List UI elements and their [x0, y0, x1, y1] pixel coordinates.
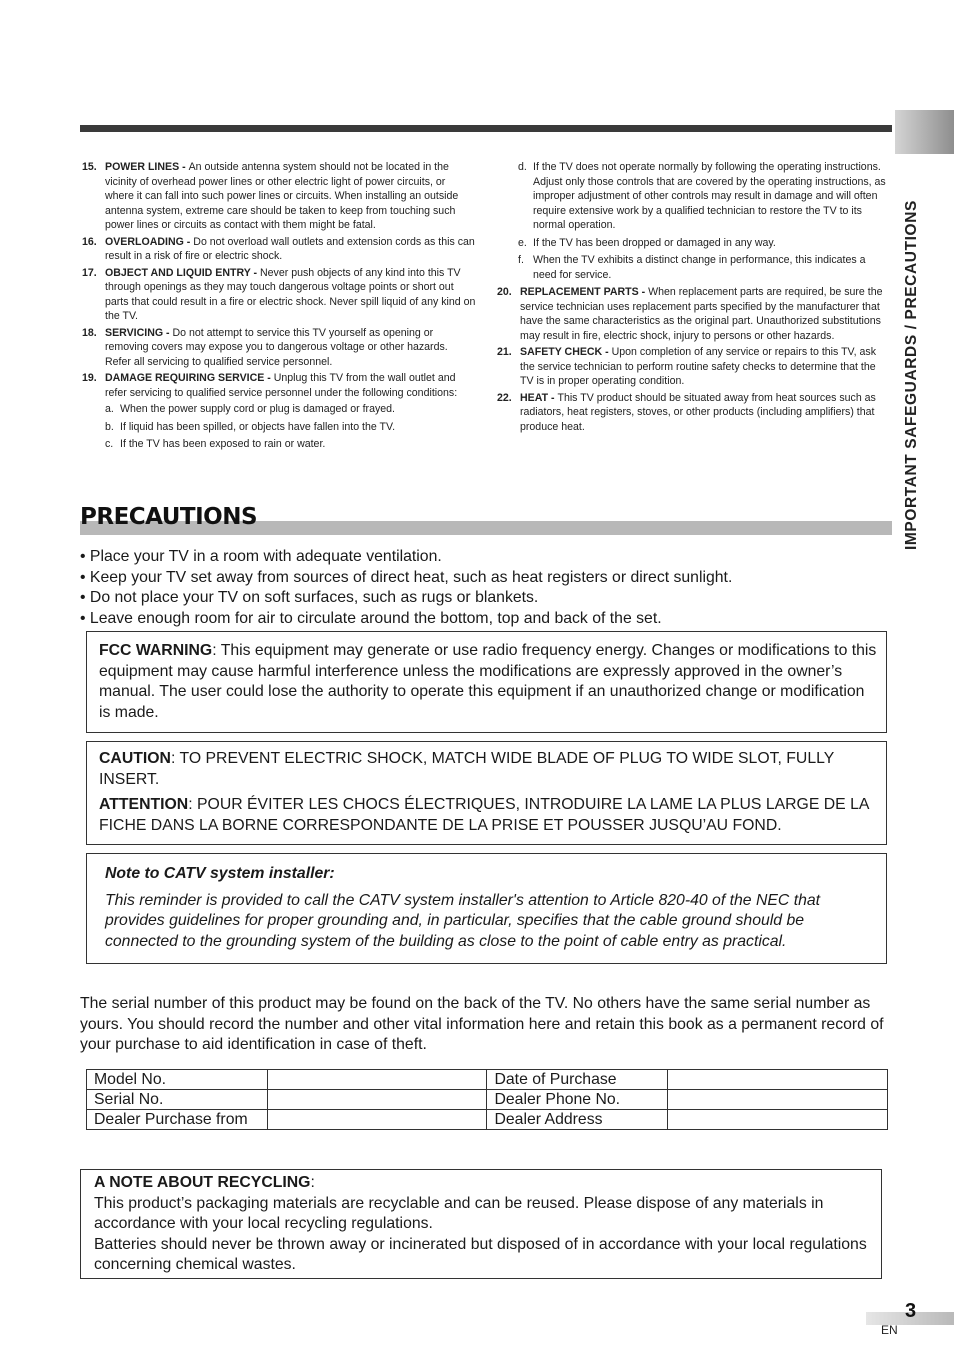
safeguard-item: [82, 160, 476, 233]
table-blank: [668, 1070, 888, 1090]
table-row: [87, 1090, 888, 1110]
list-item: • Keep your TV set away from sources of direct heat, such as heat registers or direct sunlight.: [80, 568, 733, 586]
sub-text: If liquid has been spilled, or objects have fallen into the TV.: [120, 420, 396, 433]
sub-item: [105, 420, 476, 435]
sub-item: [518, 253, 891, 282]
item-number: 20.: [497, 286, 512, 298]
item-number: 16.: [82, 235, 97, 248]
item-heading: HEAT -: [520, 391, 558, 404]
sub-letter: e.: [518, 236, 527, 249]
safeguard-item: [82, 235, 476, 264]
recycling-paragraph: This product’s packaging materials are recyclable and can be reused. Please dispose of any materials in accordance with your local recycling regulations.: [94, 1194, 824, 1232]
catv-note-text: This reminder is provided to call the CATV system installer's attention to Article 820-40 of the NEC that provides guidelines for proper grounding and, in particular, specifies that the cable ground should be connected to the grounding system of the building as close to the point of cable entry as practical.: [105, 891, 821, 950]
caution-label: CAUTION: [99, 750, 171, 767]
table-blank: [267, 1070, 487, 1090]
catv-note-title: Note to CATV system installer:: [105, 865, 335, 882]
attention-label: ATTENTION: [99, 796, 189, 813]
table-blank: [267, 1090, 487, 1110]
table-row: [87, 1070, 888, 1090]
item-text: When replacement parts are required, be sure the service technician uses replacement parts specified by the manufacturer that have the same characteristics as the original part. Unauthorized substitutions may result in fire, electric shock, injury to persons or other hazards.: [520, 286, 883, 342]
caution-text: : TO PREVENT ELECTRIC SHOCK, MATCH WIDE BLADE OF PLUG TO WIDE SLOT, FULLY INSERT.: [99, 750, 834, 788]
item-number: 22.: [497, 391, 512, 404]
sub-text: When the TV exhibits a distinct change in performance, this indicates a need for service.: [533, 254, 866, 281]
sub-letter: d.: [518, 161, 527, 173]
sub-text: When the power supply cord or plug is damaged or frayed.: [120, 403, 395, 415]
sub-letter: b.: [105, 420, 114, 433]
table-label: Serial No.: [87, 1090, 268, 1110]
recycling-colon: :: [310, 1174, 315, 1191]
table-label: Date of Purchase: [487, 1070, 668, 1090]
table-label: Dealer Phone No.: [487, 1090, 668, 1110]
sub-item: [105, 402, 476, 417]
safeguards-left-column: [82, 160, 476, 455]
fcc-text: : This equipment may generate or use radio frequency energy. Changes or modifications to this equipment may cause harmful interference unless the modifications are expressly approved in the owner’s manual. The user could lose the authority to operate this equipment if an unauthorized change or modification is made.: [99, 642, 877, 721]
item-number: 15.: [82, 161, 97, 173]
attention-text: : POUR ÉVITER LES CHOCS ÉLECTRIQUES, INTRODUIRE LA LAME LA PLUS LARGE DE LA FICHE DANS LA BORNE CORRESPONDANTE DE LA PRISE ET POUSSER JUSQU’AU FOND.: [99, 796, 869, 834]
page-number: 3: [905, 1300, 917, 1322]
item-text: This TV product should be situated away from heat sources such as radiators, heat registers, stoves, or other products (including amplifiers) that produce heat.: [520, 391, 876, 433]
caution-box: [86, 741, 887, 845]
safeguards-right-column: [497, 160, 891, 436]
item-number: 19.: [82, 372, 97, 384]
list-item: • Place your TV in a room with adequate ventilation.: [80, 548, 442, 565]
sub-item: [518, 236, 891, 251]
table-blank: [267, 1110, 487, 1130]
item-text: Unplug this TV from the wall outlet and refer servicing to qualified service personnel under the following conditions:: [105, 372, 458, 399]
item-text: Upon completion of any service or repairs to this TV, ask the service technician to perform routine safety checks to determine that the TV is in proper operating condition.: [520, 346, 877, 387]
sub-letter: f.: [518, 254, 524, 266]
safeguard-item: [497, 285, 891, 343]
item-text: An outside antenna system should not be located in the vicinity of overhead power lines or other electric light of power circuits, or where it can fall into such power lines or circuits. When installing an outside antenna system, extreme care should be taken to keep from touching such power lines or circuits as contact with them might be fatal.: [105, 161, 459, 231]
sub-item: [105, 437, 476, 452]
catv-note-box: [86, 853, 887, 964]
table-blank: [668, 1110, 888, 1130]
safeguard-item: [82, 266, 476, 324]
item-number: 21.: [497, 346, 512, 358]
item-heading: POWER LINES -: [105, 161, 189, 173]
recycling-note-box: [80, 1169, 882, 1279]
item-heading: SERVICING -: [105, 326, 173, 339]
sub-text: If the TV has been exposed to rain or water.: [120, 438, 326, 450]
safeguard-item: [497, 345, 891, 389]
item-heading: SAFETY CHECK -: [520, 346, 612, 358]
language-code: EN: [881, 1323, 898, 1337]
item-number: 18.: [82, 326, 97, 339]
sub-item: [518, 160, 891, 233]
sub-text: If the TV has been dropped or damaged in any way.: [533, 236, 776, 249]
table-label: Dealer Purchase from: [87, 1110, 268, 1130]
header-rule: [80, 125, 892, 132]
item-text: Do not attempt to service this TV yourself as opening or removing covers may expose you to dangerous voltage or other hazards. Refer all servicing to qualified service personnel.: [105, 326, 448, 368]
item-number: 17.: [82, 266, 97, 279]
safeguard-item: [82, 371, 476, 400]
list-item: • Leave enough room for air to circulate around the bottom, top and back of the set.: [80, 609, 662, 627]
list-item: • Do not place your TV on soft surfaces, such as rugs or blankets.: [80, 589, 539, 606]
purchase-record-table: [86, 1069, 888, 1130]
item-text: Never push objects of any kind into this TV through openings as they may touch dangerous voltage points or short out parts that could result in a fire or electric shock. Never spill liquid of any kind on the TV.: [105, 266, 476, 322]
precautions-title: PRECAUTIONS: [80, 504, 258, 530]
safeguard-item: [82, 326, 476, 370]
recycling-title: A NOTE ABOUT RECYCLING: [94, 1174, 311, 1191]
serial-number-paragraph: The serial number of this product may be found on the back of the TV. No others have the same serial number as yours. You should record the number and other vital information here and retain this book as a permanent record of your purchase to aid identification in case of theft.: [80, 995, 884, 1053]
table-blank: [668, 1090, 888, 1110]
safeguard-item: [497, 391, 891, 435]
sub-letter: c.: [105, 438, 114, 450]
recycling-paragraph: Batteries should never be thrown away or incinerated but disposed of in accordance with your local regulations concerning chemical wastes.: [94, 1235, 867, 1273]
item-heading: DAMAGE REQUIRING SERVICE -: [105, 372, 274, 384]
table-row: [87, 1110, 888, 1130]
item-heading: OVERLOADING -: [105, 235, 194, 248]
item-text: Do not overload wall outlets and extension cords as this can result in a risk of fire or electric shock.: [105, 235, 475, 262]
table-label: Dealer Address: [487, 1110, 668, 1130]
sub-text: If the TV does not operate normally by following the operating instructions. Adjust only those controls that are covered by the operating instructions, as improper adjustment of other controls may result in damage and will often require extensive work by a qualified technician to restore the TV to its normal operation.: [533, 161, 886, 231]
fcc-label: FCC WARNING: [99, 642, 213, 659]
item-heading: OBJECT AND LIQUID ENTRY -: [105, 266, 260, 279]
fcc-warning-box: [86, 631, 887, 733]
table-label: Model No.: [87, 1070, 268, 1090]
precautions-list: [80, 547, 892, 629]
sidebar-section-title: IMPORTANT SAFEGUARDS / PRECAUTIONS: [903, 200, 920, 550]
sub-letter: a.: [105, 403, 114, 415]
item-heading: REPLACEMENT PARTS -: [520, 286, 649, 298]
